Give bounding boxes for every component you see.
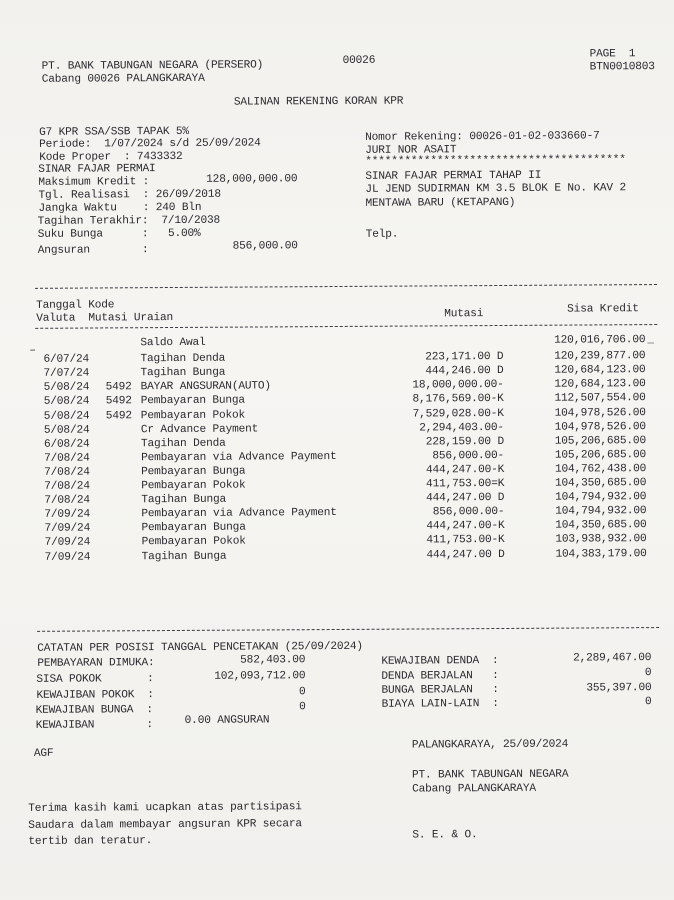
divider-summary — [37, 627, 659, 632]
row-code: 5492 — [105, 409, 132, 422]
summary-label: KEWAJIBAN POKOK : — [36, 689, 154, 702]
row-sisa-kredit: 120,684,123.00 — [554, 378, 646, 391]
row-mutasi — [379, 335, 503, 336]
row-description: Pembayaran via Advance Payment — [141, 450, 337, 464]
row-sisa-kredit: 105,206,685.00 — [554, 448, 647, 462]
row-description: Tagihan Bunga — [141, 493, 227, 507]
address-line-2: JL JEND SUDIRMAN KM 3.5 BLOK E No. KAV 2 — [365, 182, 626, 196]
row-sisa-kredit: 120,016,706.00 — [554, 334, 646, 347]
thanks-line-2: Saudara dalam membayar angsuran KPR secara — [28, 818, 302, 832]
summary-value: 355,397.00 — [586, 682, 652, 695]
installment-label: Angsuran : — [37, 244, 149, 257]
row-date: 7/09/24 — [44, 522, 91, 536]
summary-value: 582,403.00 — [240, 654, 306, 667]
row-date: 7/08/24 — [44, 452, 90, 465]
row-sisa-kredit: 112,507,554.00 — [554, 392, 646, 406]
row-date: 5/08/24 — [43, 410, 90, 423]
row-sisa-kredit: 104,978,526.00 — [554, 420, 646, 434]
row-sisa-kredit: 104,794,932.00 — [555, 505, 647, 518]
row-mutasi: 2,294,403.00- — [419, 421, 504, 435]
loan-term: Jangka Waktu : 240 Bln — [38, 201, 202, 215]
summary-label: KEWAJIBAN DENDA : — [381, 655, 499, 668]
row-description: Tagihan Bunga — [140, 366, 226, 380]
row-date: 7/07/24 — [43, 367, 90, 380]
signature-branch: Cabang PALANGKARAYA — [412, 782, 536, 796]
interest-rate: Suku Bunga : 5.00% — [37, 227, 201, 241]
bank-name: PT. BANK TABUNGAN NEGARA (PERSERO) — [41, 59, 264, 73]
row-mutasi: 7,529,028.00-K — [412, 407, 504, 421]
summary-value: 0 — [644, 667, 652, 680]
row-mutasi: 228,159.00 D — [425, 435, 504, 449]
row-description: Saldo Awal — [140, 336, 206, 350]
summary-value: 0 — [644, 696, 652, 709]
column-sisa-kredit: Sisa Kredit — [567, 303, 639, 316]
row-sisa-kredit: 105,206,685.00 — [554, 434, 646, 448]
summary-label: BIAYA LAIN-LAIN : — [381, 698, 499, 711]
document-code: BTN0010803 — [589, 61, 655, 74]
row-sisa-kredit: 104,762,438.00 — [554, 463, 647, 476]
row-mutasi: 18,000,000.00- — [412, 379, 504, 392]
row-mutasi: 444,246.00 D — [425, 365, 504, 378]
row-date: 5/08/24 — [43, 424, 90, 437]
right-margin-mark: _ — [647, 334, 654, 347]
masked-line: **************************************** — [365, 154, 626, 168]
branch-name: Cabang 00026 PALANGKARAYA — [41, 72, 205, 86]
divider-top — [35, 284, 657, 289]
page-number: PAGE 1 — [589, 48, 636, 61]
table-row — [1, 547, 674, 564]
row-mutasi: 411,753.00=K — [426, 477, 505, 491]
column-mutasi: Mutasi — [444, 308, 484, 321]
row-description: Pembayaran Bunga — [141, 521, 246, 535]
row-sisa-kredit: 104,794,932.00 — [555, 491, 647, 504]
row-date: 7/09/24 — [44, 508, 91, 521]
summary-value: 0 — [298, 686, 306, 699]
row-mutasi: 444,247.00-K — [425, 463, 505, 477]
summary-value: 2,289,467.00 — [573, 652, 652, 665]
row-date: 7/08/24 — [44, 494, 90, 507]
row-description: Tagihan Denda — [140, 437, 226, 450]
max-credit-value: 128,000,000.00 — [206, 173, 298, 186]
document-title: SALINAN REKENING KORAN KPR — [233, 95, 404, 109]
row-date: 6/08/24 — [43, 438, 90, 451]
product-name: G7 KPR SSA/SSB TAPAK 5% — [39, 125, 189, 139]
address-line-3: MENTAWA BARU (KETAPANG) — [365, 196, 516, 210]
row-mutasi: 444,247.00 D — [426, 492, 505, 505]
customer-name: JURI NOR ASAIT — [365, 144, 457, 157]
row-date: 7/08/24 — [44, 466, 90, 479]
summary-label: KEWAJIBAN : — [35, 719, 153, 732]
max-credit-label: Maksimum Kredit : — [38, 176, 150, 189]
row-description: Pembayaran Bunga — [141, 465, 246, 479]
row-description: Pembayaran Bunga — [140, 394, 245, 408]
row-description: Cr Advance Payment — [140, 423, 259, 436]
row-mutasi: 411,753.00-K — [426, 534, 505, 547]
row-mutasi: 223,171.00 D — [425, 351, 504, 364]
row-description: Pembayaran Pokok — [140, 409, 246, 422]
thanks-line-3: tertib dan teratur. — [28, 835, 153, 848]
row-description: Pembayaran Pokok — [141, 479, 246, 493]
kode-proper: Kode Proper : 7433332 — [39, 150, 183, 164]
address-line-1: SINAR FAJAR PERMAI TAHAP II — [365, 169, 542, 183]
summary-title: CATATAN PER POSISI TANGGAL PENCETAKAN (25/09/2024) — [37, 640, 363, 655]
row-mutasi: 444,247.00-K — [426, 520, 505, 533]
row-code: 5492 — [105, 395, 132, 408]
row-description: Tagihan Bunga — [141, 550, 227, 563]
summary-label: BUNGA BERJALAN : — [381, 684, 499, 697]
row-date: 5/08/24 — [43, 381, 90, 395]
summary-value: 0 — [299, 701, 306, 714]
row-description: Tagihan Denda — [140, 352, 226, 366]
thanks-line-1: Terima kasih kami ucapkan atas partisipasi — [28, 801, 302, 815]
table-head-2: Valuta Mutasi Uraian — [36, 311, 174, 325]
summary-value: 102,093,712.00 — [214, 670, 306, 683]
left-margin-mark: – — [29, 344, 37, 357]
row-sisa-kredit: 120,684,123.00 — [554, 364, 646, 377]
row-date: 7/09/24 — [44, 536, 91, 550]
summary-label: PEMBAYARAN DIMUKA: — [37, 657, 155, 670]
last-bill-date: Tagihan Terakhir: 7/10/2038 — [37, 214, 221, 228]
row-description: Pembayaran via Advance Payment — [141, 507, 337, 521]
place-date: PALANGKARAYA, 25/09/2024 — [411, 738, 569, 752]
row-sisa-kredit: 104,978,526.00 — [554, 406, 646, 420]
row-date: 5/08/24 — [43, 395, 90, 409]
period: Periode: 1/07/2024 s/d 25/09/2024 — [39, 137, 261, 151]
developer-name: SINAR FAJAR PERMAI — [38, 163, 156, 176]
row-mutasi: 856,000.00- — [432, 449, 505, 463]
summary-label: KEWAJIBAN BUNGA : — [35, 704, 153, 717]
row-sisa-kredit: 120,239,877.00 — [554, 350, 646, 363]
phone-label: Telp. — [365, 228, 399, 241]
row-sisa-kredit: 103,938,932.00 — [555, 533, 647, 547]
signature-bank: PT. BANK TABUNGAN NEGARA — [411, 768, 569, 782]
summary-value: 0.00 ANGSURAN — [184, 714, 270, 727]
table-row — [0, 334, 673, 351]
agf-code: AGF — [33, 747, 54, 760]
row-sisa-kredit: 104,383,179.00 — [555, 547, 647, 561]
summary-label: DENDA BERJALAN : — [381, 670, 499, 683]
row-mutasi: 8,176,569.00-K — [412, 393, 504, 406]
table-head-1: Tanggal Kode — [36, 299, 115, 312]
row-sisa-kredit: 104,350,685.00 — [554, 477, 647, 490]
row-date: 7/08/24 — [44, 480, 90, 493]
row-description: BAYAR ANGSURAN(AUTO) — [140, 380, 271, 394]
summary-label: SISA POKOK : — [36, 673, 154, 686]
branch-code: 00026 — [342, 54, 376, 67]
row-code: 5492 — [105, 381, 132, 394]
row-mutasi: 856,000.00- — [432, 506, 505, 519]
row-date: 6/07/24 — [43, 353, 90, 366]
row-sisa-kredit: 104,350,685.00 — [555, 519, 647, 532]
realization-date: Tgl. Realisasi : 26/09/2018 — [38, 188, 221, 202]
row-mutasi: 444,247.00 D — [426, 548, 505, 561]
errors-omissions: S. E. & O. — [412, 829, 478, 842]
installment-value: 856,000.00 — [232, 240, 298, 253]
account-number: Nomor Rekening: 00026-01-02-033660-7 — [365, 130, 600, 144]
row-date: 7/09/24 — [44, 551, 91, 564]
row-description: Pembayaran Pokok — [141, 535, 246, 549]
